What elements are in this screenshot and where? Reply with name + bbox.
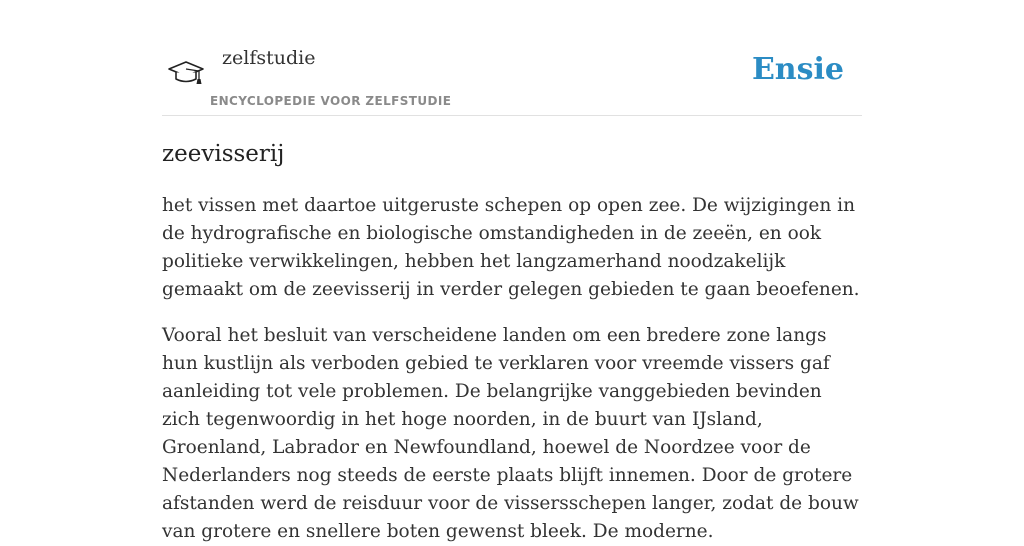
site-name[interactable]: zelfstudie — [222, 47, 316, 69]
graduation-cap-icon[interactable] — [166, 52, 206, 88]
entry-title: zeevisserij — [162, 141, 285, 167]
article-paragraph-1: het vissen met daartoe uitgeruste schepen op open zee. De wijzigingen in de hydrografische en biologische omstandigheden in de zeeën, en ook politieke verwikkelingen, hebben het langzamerhand noodzakelijk gemaakt om de zeevisserij in verder gelegen gebieden te gaan beoefenen. — [162, 195, 860, 300]
site-tagline: ENCYCLOPEDIE VOOR ZELFSTUDIE — [210, 94, 452, 108]
brand-logo[interactable]: Ensie — [751, 52, 844, 87]
article-paragraph-2: Vooral het besluit van verscheidene landen om een bredere zone langs hun kustlijn als verboden gebied te verklaren voor vreemde vissers gaf aanleiding tot vele problemen. De belangrijke vanggebieden bevinden zich tegenwoordig in het hoge noorden, in de buurt van IJsland, Groenland, Labrador en Newfoundland, hoewel de Noordzee voor de Nederlanders nog steeds de eerste plaats blijft innemen. Door de grotere afstanden werd de reisduur voor de vissersschepen langer, zodat de bouw van grotere en snellere boten gewenst bleek. De moderne. — [162, 325, 859, 542]
article — [162, 138, 862, 546]
site-header — [162, 0, 862, 116]
